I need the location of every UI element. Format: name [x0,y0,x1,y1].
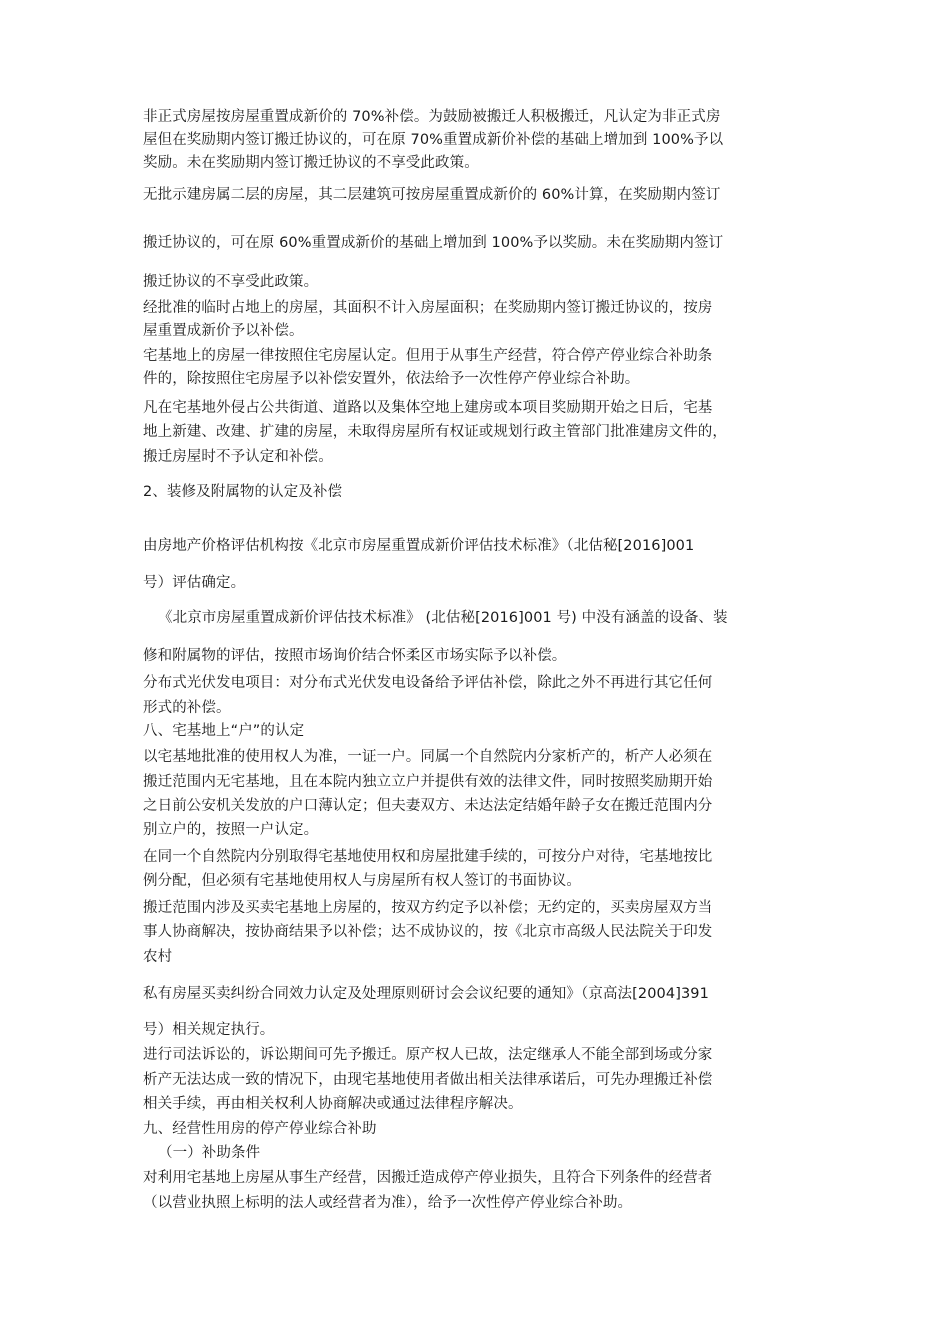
text-line: 之日前公安机关发放的户口薄认定；但夫妻双方、未达法定结婚年龄子女在搬迁范围内分 [143,798,713,814]
text-line: 形式的补偿。 [143,700,231,716]
text-line: 对利用宅基地上房屋从事生产经营，因搬迁造成停产停业损失，且符合下列条件的经营者 [143,1170,713,1186]
text-line: 事人协商解决，按协商结果予以补偿；达不成协议的，按《北京市高级人民法院关于印发 [143,924,713,940]
text-line: 号）评估确定。 [143,575,246,591]
text-line: 修和附属物的评估，按照市场询价结合怀柔区市场实际予以补偿。 [143,648,567,664]
text-line: 搬迁房屋时不予认定和补偿。 [143,449,333,465]
text-line: 经批准的临时占地上的房屋，其面积不计入房屋面积；在奖励期内签订搬迁协议的，按房 [143,300,713,316]
text-line: 号）相关规定执行。 [143,1022,275,1038]
text-line: 以宅基地批准的使用权人为准，一证一户。同属一个自然院内分家析产的，析产人必须在 [143,749,713,765]
text-line: 在同一个自然院内分别取得宅基地使用权和房屋批建手续的，可按分户对待，宅基地按比 [143,849,713,865]
text-line: 析产无法达成一致的情况下，由现宅基地使用者做出相关法律承诺后，可先办理搬迁补偿 [143,1072,713,1088]
text-line: 搬迁范围内无宅基地，且在本院内独立立户并提供有效的法律文件，同时按照奖励期开始 [143,774,713,790]
text-line: 凡在宅基地外侵占公共街道、道路以及集体空地上建房或本项目奖励期开始之日后，宅基 [143,400,713,416]
text-line: 搬迁协议的，可在原 60%重置成新价的基础上增加到 100%予以奖励。未在奖励期内签订 [143,235,724,251]
section-heading: 2、装修及附属物的认定及补偿 [143,484,343,500]
text-line: 地上新建、改建、扩建的房屋，未取得房屋所有权证或规划行政主管部门批准建房文件的， [143,424,727,440]
text-line: 无批示建房属二层的房屋，其二层建筑可按房屋重置成新价的 60%计算，在奖励期内签订 [143,187,721,203]
text-line: 私有房屋买卖纠纷合同效力认定及处理原则研讨会会议纪要的通知》（京高法[2004]391 [143,986,709,1002]
subsection-heading: （一）补助条件 [158,1145,261,1161]
text-line: 宅基地上的房屋一律按照住宅房屋认定。但用于从事生产经营，符合停产停业综合补助条 [143,348,713,364]
text-line: 非正式房屋按房屋重置成新价的 70%补偿。为鼓励被搬迁人积极搬迁，凡认定为非正式房 [143,109,721,125]
text-line: 搬迁范围内涉及买卖宅基地上房屋的，按双方约定予以补偿；无约定的，买卖房屋双方当 [143,900,713,916]
text-line: 《北京市房屋重置成新价评估技术标准》 (北估秘[2016]001 号) 中没有涵盖的设备、装 [158,610,728,626]
text-line: 屋但在奖励期内签订搬迁协议的，可在原 70%重置成新价补偿的基础上增加到 100%予以 [143,132,724,148]
text-line: 奖励。未在奖励期内签订搬迁协议的不享受此政策。 [143,155,479,171]
text-line: 进行司法诉讼的，诉讼期间可先予搬迁。原产权人已故，法定继承人不能全部到场或分家 [143,1047,713,1063]
text-line: 农村 [143,949,173,965]
text-line: 分布式光伏发电项目：对分布式光伏发电设备给予评估补偿，除此之外不再进行其它任何 [143,675,713,691]
text-line: 件的，除按照住宅房屋予以补偿安置外，依法给予一次性停产停业综合补助。 [143,371,640,387]
text-line: 由房地产价格评估机构按《北京市房屋重置成新价评估技术标准》（北估秘[2016]001 [143,538,695,554]
section-heading: 九、经营性用房的停产停业综合补助 [143,1121,377,1137]
text-line: 屋重置成新价予以补偿。 [143,323,304,339]
text-line: 相关手续，再由相关权利人协商解决或通过法律程序解决。 [143,1096,523,1112]
text-line: 例分配，但必须有宅基地使用权人与房屋所有权人签订的书面协议。 [143,873,581,889]
text-line: 搬迁协议的不享受此政策。 [143,274,319,290]
text-line: （以营业执照上标明的法人或经营者为准），给予一次性停产停业综合补助。 [143,1195,633,1211]
text-line: 别立户的，按照一户认定。 [143,822,319,838]
section-heading: 八、宅基地上“户”的认定 [143,723,305,739]
